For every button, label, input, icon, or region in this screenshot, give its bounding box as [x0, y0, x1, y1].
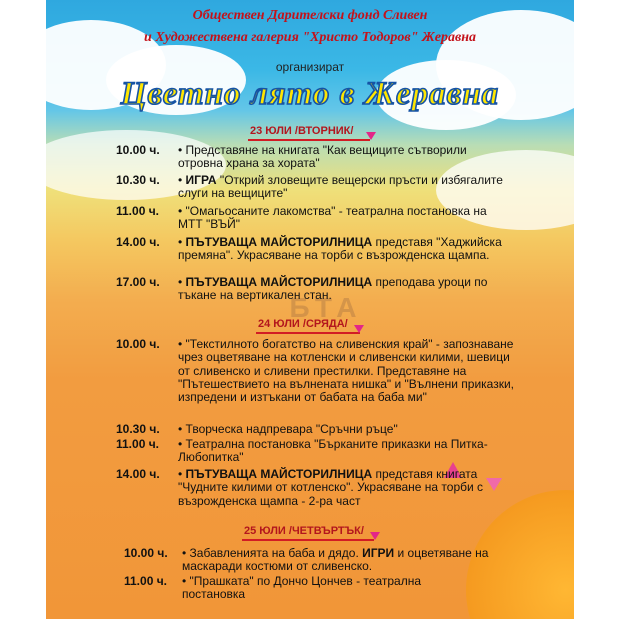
event-description: [182, 547, 522, 574]
event-text: и оцветяване на маскаради костюми от сливенско.: [182, 546, 489, 574]
event-description: [178, 468, 523, 508]
event-text: Забавленията на баба и дядо.: [189, 546, 363, 560]
event-text: "Текстилното богатство на сливенския край" - запознаване чрез оцветяване на котленски и сливенски килими, шевици от сливенско и сливени престилки. Представяне на "Пътешествието на вълнената нишка" и "Вълнени приказки, изпредени и изтъкани от бабата на баба ми": [178, 337, 514, 405]
event-description: [178, 205, 498, 232]
event-text: преподава уроци по тъкане на вертикален стан.: [178, 275, 488, 303]
event-description: [178, 423, 523, 436]
event-text: представя книгата "Чудните килими от котленско". Украсяване на торби с възрожденска щампа - 2-ра част: [178, 467, 484, 508]
bullet-glyph: •: [178, 275, 183, 289]
date-underline: [248, 139, 370, 141]
watermark-text: БТА: [289, 292, 363, 323]
event-highlight: ПЪТУВАЩА МАЙСТОРИЛНИЦА: [185, 235, 373, 249]
event-time: 10.00 ч.: [116, 337, 160, 351]
event-highlight: ПЪТУВАЩА МАЙСТОРИЛНИЦА: [185, 467, 373, 481]
bullet-glyph: •: [178, 173, 183, 187]
pink-triangle: [370, 532, 380, 540]
event-text: Театрална постановка "Бърканите приказки на Питка-Любопитка": [178, 437, 488, 465]
event-description: [178, 236, 508, 263]
event-time: 14.00 ч.: [116, 235, 160, 249]
event-text: "Открий зловещите вещерски пръсти и избягалите слуги на вещиците": [178, 173, 503, 201]
event-text: Творческа надпревара "Сръчни ръце": [185, 422, 398, 436]
bullet-glyph: •: [178, 204, 183, 218]
event-title: Цветно лято в Жеравна: [120, 76, 500, 112]
day-date: 25 ЮЛИ /ЧЕТВЪРТЪК/: [244, 525, 364, 537]
event-time: 10.00 ч.: [116, 143, 160, 157]
event-highlight: ИГРИ: [362, 546, 395, 560]
day-date: 24 ЮЛИ /СРЯДА/: [258, 318, 348, 330]
event-text: представя "Хаджийска премяна". Украсяване на торби с възрожденска щампа.: [178, 235, 502, 263]
event-description: [178, 338, 523, 404]
event-time: 11.00 ч.: [116, 437, 160, 451]
event-description: [182, 575, 482, 602]
event-time: 10.00 ч.: [124, 546, 168, 560]
day-date: 23 ЮЛИ /ВТОРНИК/: [250, 125, 354, 137]
bullet-glyph: •: [178, 467, 183, 481]
bullet-glyph: •: [182, 574, 187, 588]
bullet-glyph: •: [178, 337, 183, 351]
organizer-line-1: Обществен Дарителски фонд Сливен: [192, 8, 428, 23]
event-text: "Омагьосаните лакомства" - театрална постановка на МТТ "ВЪЙ": [178, 204, 487, 232]
event-time: 17.00 ч.: [116, 275, 160, 289]
event-time: 10.30 ч.: [116, 422, 160, 436]
event-highlight: ПЪТУВАЩА МАЙСТОРИЛНИЦА: [185, 275, 373, 289]
pink-triangle: [354, 325, 364, 333]
event-description: [178, 174, 508, 201]
event-highlight: ИГРА: [185, 173, 217, 187]
event-time: 14.00 ч.: [116, 467, 160, 481]
event-text: Представяне на книгата "Как вещиците сътворили отровна храна за хората": [178, 143, 467, 171]
pink-triangle: [366, 132, 376, 140]
event-description: [178, 438, 523, 465]
bullet-glyph: •: [182, 546, 187, 560]
bullet-glyph: •: [178, 235, 183, 249]
event-description: [178, 144, 498, 171]
organizer-line-2: и Художествена галерия "Христо Тодоров" Жеравна: [143, 30, 477, 45]
event-poster: [46, 0, 574, 619]
event-text: "Прашката" по Дончо Цончев - театрална постановка: [182, 574, 422, 602]
date-underline: [242, 539, 374, 541]
date-underline: [256, 332, 360, 334]
bullet-glyph: •: [178, 422, 183, 436]
event-description: [178, 276, 508, 303]
event-time: 11.00 ч.: [116, 204, 160, 218]
organize-caption: организират: [275, 60, 345, 74]
event-time: 11.00 ч.: [124, 574, 168, 588]
bullet-glyph: •: [178, 143, 183, 157]
event-time: 10.30 ч.: [116, 173, 160, 187]
bullet-glyph: •: [178, 437, 183, 451]
